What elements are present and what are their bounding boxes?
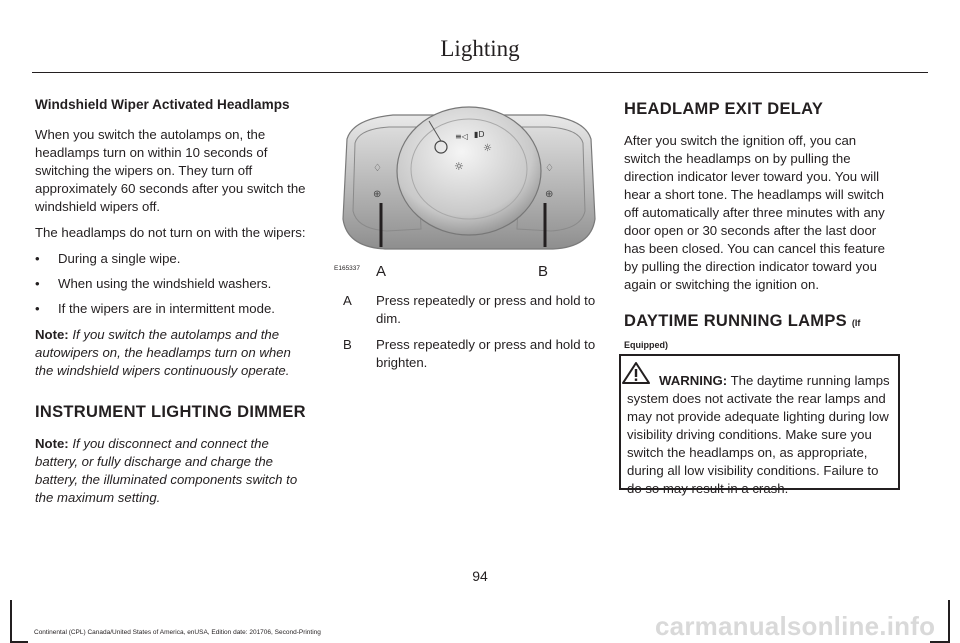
note-autowipers (35, 326, 307, 380)
section-heading-daytime-running-lamps (624, 312, 896, 332)
drl-heading-text: DAYTIME RUNNING LAMPS (624, 312, 847, 330)
legend-row (333, 292, 605, 328)
drl-heading-suffix: (If (851, 318, 861, 328)
column-right (624, 100, 896, 354)
note-text: If you disconnect and connect the battery, or fully discharge and charge the battery, the illuminated components switch to the maximum setting. (35, 436, 298, 505)
watermark: carmanualsonline.info (655, 611, 936, 641)
subheading-wiper-activated-headlamps: Windshield Wiper Activated Headlamps (35, 97, 290, 112)
legend-key: A (343, 293, 352, 308)
crop-mark (10, 641, 28, 643)
bullet-list (35, 250, 307, 318)
callout-b: B (538, 263, 549, 280)
warning-label: WARNING: (659, 373, 728, 388)
note-text: If you switch the autolamps and the autowipers on, the headlamps turn on when the windshield wipers continuously operate. (35, 327, 291, 378)
svg-text:⊕: ⊕ (545, 189, 554, 200)
headlamp-switch-illustration (333, 99, 605, 271)
warning-content (627, 372, 894, 498)
svg-text:☼: ☼ (454, 160, 464, 173)
legend-description: Press repeatedly or press and hold to brighten. (376, 337, 596, 370)
legend-row (333, 336, 605, 372)
legend-key: B (343, 337, 352, 352)
page-number: 94 (472, 568, 488, 584)
note-battery (35, 435, 307, 507)
note-label: Note: (35, 436, 69, 451)
bullet-item: • If the wipers are in intermittent mode. (35, 300, 307, 318)
svg-text:⊕: ⊕ (373, 189, 382, 200)
warning-triangle-icon (621, 361, 651, 385)
edition-footer: Continental (CPL) Canada/United States of America, enUSA, Edition date: 201706, Second-Printing (34, 629, 321, 636)
svg-text:♢: ♢ (545, 163, 554, 174)
figure-legend (333, 292, 605, 372)
crop-mark (948, 600, 950, 643)
page-title: Lighting (440, 36, 520, 61)
crop-mark (930, 641, 948, 643)
svg-text:≡◁: ≡◁ (455, 132, 468, 141)
warning-box (619, 354, 900, 496)
headlamp-switch-figure (333, 99, 605, 271)
paragraph-not-turn-on: The headlamps do not turn on with the wipers: (35, 225, 306, 240)
svg-text:♢: ♢ (373, 163, 382, 174)
drl-heading-suffix-continued: Equipped) (624, 340, 668, 350)
legend-description: Press repeatedly or press and hold to dim. (376, 293, 596, 326)
note-label: Note: (35, 327, 69, 342)
svg-text:▮D: ▮D (474, 130, 485, 139)
crop-mark (10, 600, 12, 643)
section-heading-instrument-lighting-dimmer: INSTRUMENT LIGHTING DIMMER (35, 403, 306, 421)
section-heading-headlamp-exit-delay: HEADLAMP EXIT DELAY (624, 100, 824, 118)
bullet-item: • During a single wipe. (35, 250, 307, 268)
column-left (35, 96, 307, 515)
callout-a: A (376, 263, 387, 280)
warning-text: The daytime running lamps system does not activate the rear lamps and may not provide adequate lighting during low visibility driving conditions. Make sure you switch the headlamps on, as appropriate, during all low visibility conditions. Failure to do so may result in a crash. (627, 373, 890, 496)
paragraph-headlamp-exit-delay: After you switch the ignition off, you can switch the headlamps on by pulling the direction indicator lever toward you. You will hear a short tone. The headlamps will switch off automatically after three minutes with any door open or 30 seconds after the last door has been closed. You can cancel this feature by pulling the direction indicator toward you again or switching the ignition on. (624, 133, 886, 292)
svg-text:☼: ☼ (483, 143, 492, 154)
header-rule (32, 72, 928, 73)
paragraph-autolamps: When you switch the autolamps on, the headlamps turn on within 10 seconds of switching the wipers on. They turn off approximately 60 seconds after you switch the windshield wipers off. (35, 127, 306, 214)
figure-image-id: E165337 (334, 265, 361, 272)
bullet-item: • When using the windshield washers. (35, 275, 307, 293)
